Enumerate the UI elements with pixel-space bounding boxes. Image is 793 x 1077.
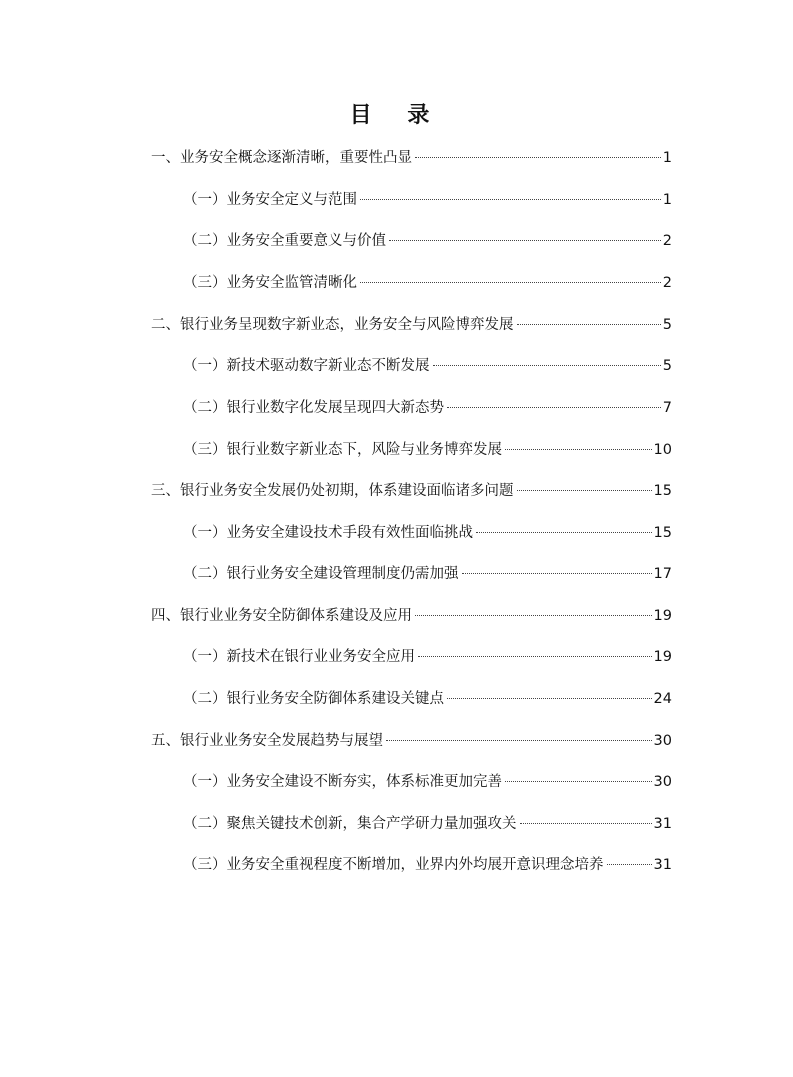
dot-leader <box>476 532 652 533</box>
toc-entry-label: （一）业务安全定义与范围 <box>183 192 357 208</box>
toc-entry[interactable] <box>183 440 672 460</box>
toc-entry-page: 17 <box>653 566 672 582</box>
toc-entry-label: （一）新技术在银行业业务安全应用 <box>183 649 415 665</box>
toc-entry[interactable] <box>183 356 672 376</box>
toc-entry[interactable] <box>183 814 672 834</box>
toc-entry[interactable] <box>183 523 672 543</box>
toc-entry-label: （一）新技术驱动数字新业态不断发展 <box>183 358 430 374</box>
toc-entry[interactable] <box>183 647 672 667</box>
toc-entry-page: 31 <box>653 857 672 873</box>
toc-entry-label: （三）业务安全监管清晰化 <box>183 275 357 291</box>
dot-leader <box>505 781 652 782</box>
toc-entry-page: 15 <box>653 483 672 499</box>
toc-entry-label: （一）业务安全建设技术手段有效性面临挑战 <box>183 525 473 541</box>
toc-entry-label: （二）业务安全重要意义与价值 <box>183 233 386 249</box>
toc-entry-page: 24 <box>653 691 672 707</box>
toc-entry-label: 二、银行业务呈现数字新业态，业务安全与风险博弈发展 <box>151 317 514 333</box>
toc-entry-label: （三）业务安全重视程度不断增加，业界内外均展开意识理念培养 <box>183 857 604 873</box>
toc-entry[interactable] <box>151 148 672 168</box>
toc-entry-page: 7 <box>662 400 672 416</box>
toc-entry[interactable] <box>183 273 672 293</box>
dot-leader <box>386 740 652 741</box>
toc-entry-label: （一）业务安全建设不断夯实，体系标准更加完善 <box>183 774 502 790</box>
toc-entry[interactable] <box>183 398 672 418</box>
dot-leader <box>360 199 661 200</box>
toc-entry-page: 31 <box>653 816 672 832</box>
toc-entry[interactable] <box>151 315 672 335</box>
dot-leader <box>433 365 661 366</box>
toc-entry[interactable] <box>183 190 672 210</box>
toc-entry-page: 5 <box>662 317 672 333</box>
toc-entry-page: 2 <box>662 233 672 249</box>
toc-entry[interactable] <box>151 731 672 751</box>
toc-entry[interactable] <box>183 689 672 709</box>
toc-entry-label: 四、银行业业务安全防御体系建设及应用 <box>151 608 412 624</box>
dot-leader <box>462 573 652 574</box>
dot-leader <box>360 282 661 283</box>
toc-entry-page: 30 <box>653 733 672 749</box>
toc-entry-page: 1 <box>662 150 672 166</box>
toc-entry-page: 19 <box>653 608 672 624</box>
toc-entry[interactable] <box>183 564 672 584</box>
toc-entry-label: （三）银行业数字新业态下，风险与业务博弈发展 <box>183 442 502 458</box>
toc-entry[interactable] <box>183 855 672 875</box>
toc-entry-label: 五、银行业业务安全发展趋势与展望 <box>151 733 383 749</box>
toc-entry[interactable] <box>151 606 672 626</box>
toc-entry-label: （二）聚焦关键技术创新，集合产学研力量加强攻关 <box>183 816 517 832</box>
toc-entry[interactable] <box>183 231 672 251</box>
toc-entry-page: 30 <box>653 774 672 790</box>
dot-leader <box>447 407 661 408</box>
dot-leader <box>505 449 652 450</box>
toc-entry-page: 5 <box>662 358 672 374</box>
toc-entry-page: 15 <box>653 525 672 541</box>
toc-entry-label: 一、业务安全概念逐渐清晰，重要性凸显 <box>151 150 412 166</box>
toc-entry-label: （二）银行业务安全防御体系建设关键点 <box>183 691 444 707</box>
dot-leader <box>415 157 661 158</box>
dot-leader <box>520 823 652 824</box>
toc-entry-page: 2 <box>662 275 672 291</box>
toc-title: 目 录 <box>349 103 444 128</box>
dot-leader <box>607 864 652 865</box>
dot-leader <box>389 240 661 241</box>
toc-entry[interactable] <box>151 481 672 501</box>
toc-entry-label: （二）银行业务安全建设管理制度仍需加强 <box>183 566 459 582</box>
dot-leader <box>447 698 652 699</box>
toc-entry-label: （二）银行业数字化发展呈现四大新态势 <box>183 400 444 416</box>
toc-entry[interactable] <box>183 772 672 792</box>
dot-leader <box>418 656 652 657</box>
toc-entry-label: 三、银行业务安全发展仍处初期，体系建设面临诸多问题 <box>151 483 514 499</box>
dot-leader <box>517 490 652 491</box>
dot-leader <box>517 324 661 325</box>
dot-leader <box>415 615 652 616</box>
toc-entry-page: 19 <box>653 649 672 665</box>
toc-entry-page: 10 <box>653 442 672 458</box>
toc-entry-page: 1 <box>662 192 672 208</box>
